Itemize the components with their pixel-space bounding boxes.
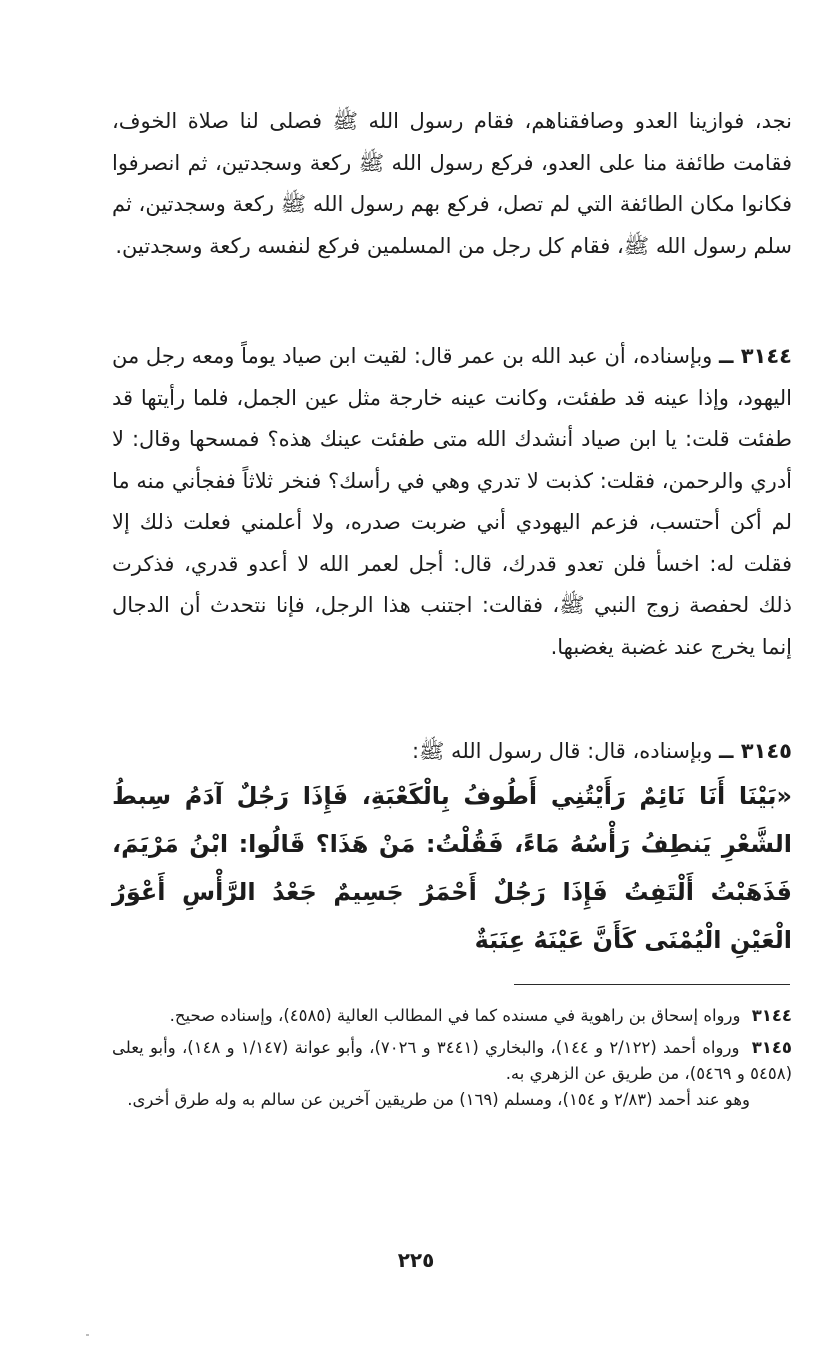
scan-speck bbox=[86, 1334, 89, 1336]
footnote-text: ورواه أحمد (٢/١٢٢ و ١٤٤)، والبخاري (٣٤٤١ و ٧٠٢٦)، وأبو عوانة (١/١٤٧ و ١٤٨)، وأبو يعلى (٥٤٥٨ و ٥٤٦٩)، من طريق عن الزهري به. bbox=[112, 1038, 792, 1083]
paragraph-text: نجد، فوازينا العدو وصافقناهم، فقام رسول الله ﷺ فصلى لنا صلاة الخوف، فقامت طائفة منا على العدو، فركع رسول الله ﷺ ركعة وسجدتين، ثم انصرفوا فكانوا مكان الطائفة التي لم تصل، فركع بهم رسول الله ﷺ ركعة وسجدتين، ثم سلم رسول الله ﷺ، فقام كل رجل من المسلمين فركع لنفسه ركعة وسجدتين. bbox=[112, 109, 792, 258]
hadith-number: ٣١٤٥ ــ bbox=[719, 739, 792, 763]
footnotes bbox=[112, 1003, 792, 1119]
footnote-text: ورواه إسحاق بن راهوية في مسنده كما في المطالب العالية (٤٥٨٥)، وإسناده صحيح. bbox=[169, 1006, 741, 1025]
footnote-number: ٣١٤٥ bbox=[751, 1038, 792, 1057]
hadith-3145-quote bbox=[112, 772, 792, 964]
hadith-3144 bbox=[112, 336, 792, 668]
footnote-3145 bbox=[112, 1035, 792, 1113]
hadith-quote-text: «بَيْنَا أَنَا نَائِمٌ رَأَيْتُنِي أَطُوفُ بِالْكَعْبَةِ، فَإِذَا رَجُلٌ آدَمُ سِبطُ الشَّعْرِ يَنطِفُ رَأْسُهُ مَاءً، فَقُلْتُ: مَنْ هَذَا؟ قَالُوا: ابْنُ مَرْيَمَ، فَذَهَبْتُ أَلْتَفِتُ فَإِذَا رَجُلٌ أَحْمَرُ جَسِيمٌ جَعْدُ الرَّأْسِ أَعْوَرُ الْعَيْنِ الْيُمْنَى كَأَنَّ عَيْنَهُ عِنَبَةٌ bbox=[112, 782, 792, 954]
footnote-number: ٣١٤٤ bbox=[751, 1006, 792, 1025]
hadith-intro-text: وبإسناده، قال: قال رسول الله ﷺ: bbox=[411, 739, 713, 763]
paragraph-continuation bbox=[112, 101, 792, 267]
hadith-3145-intro bbox=[112, 731, 792, 773]
hadith-text: وبإسناده، أن عبد الله بن عمر قال: لقيت ابن صياد يوماً ومعه رجل من اليهود، وإذا عينه قد طفئت، وكانت عينه خارجة مثل عين الجمل، فلما رأيتها قد طفئت قلت: يا ابن صياد أنشدك الله متى طفئت عينك هذه؟ فمسحها وقال: لا أدري والرحمن، فقلت: كذبت لا تدري وهي في رأسك؟ فنخر ثلاثاً ففجأني منه ما لم أكن أحتسب، فزعم اليهودي أني ضربت صدره، ولا أعلمني فعلت ذلك إلا فقلت له: اخسأ فلن تعدو قدرك، قال: أجل لعمر الله لا أعدو قدري، فذكرت ذلك لحفصة زوج النبي ﷺ، فقالت: اجتنب هذا الرجل، فإنا نتحدث أن الدجال إنما يخرج عند غضبة يغضبها. bbox=[112, 344, 792, 659]
hadith-number: ٣١٤٤ ــ bbox=[719, 344, 792, 368]
footnote-continuation: وهو عند أحمد (٢/٨٣ و ١٥٤)، ومسلم (١٦٩) من طريقين آخرين عن سالم به وله طرق أخرى. bbox=[127, 1090, 750, 1109]
page-number: ٢٢٥ bbox=[397, 1248, 435, 1272]
footnote-divider bbox=[514, 984, 790, 985]
footnote-3144 bbox=[112, 1003, 792, 1029]
